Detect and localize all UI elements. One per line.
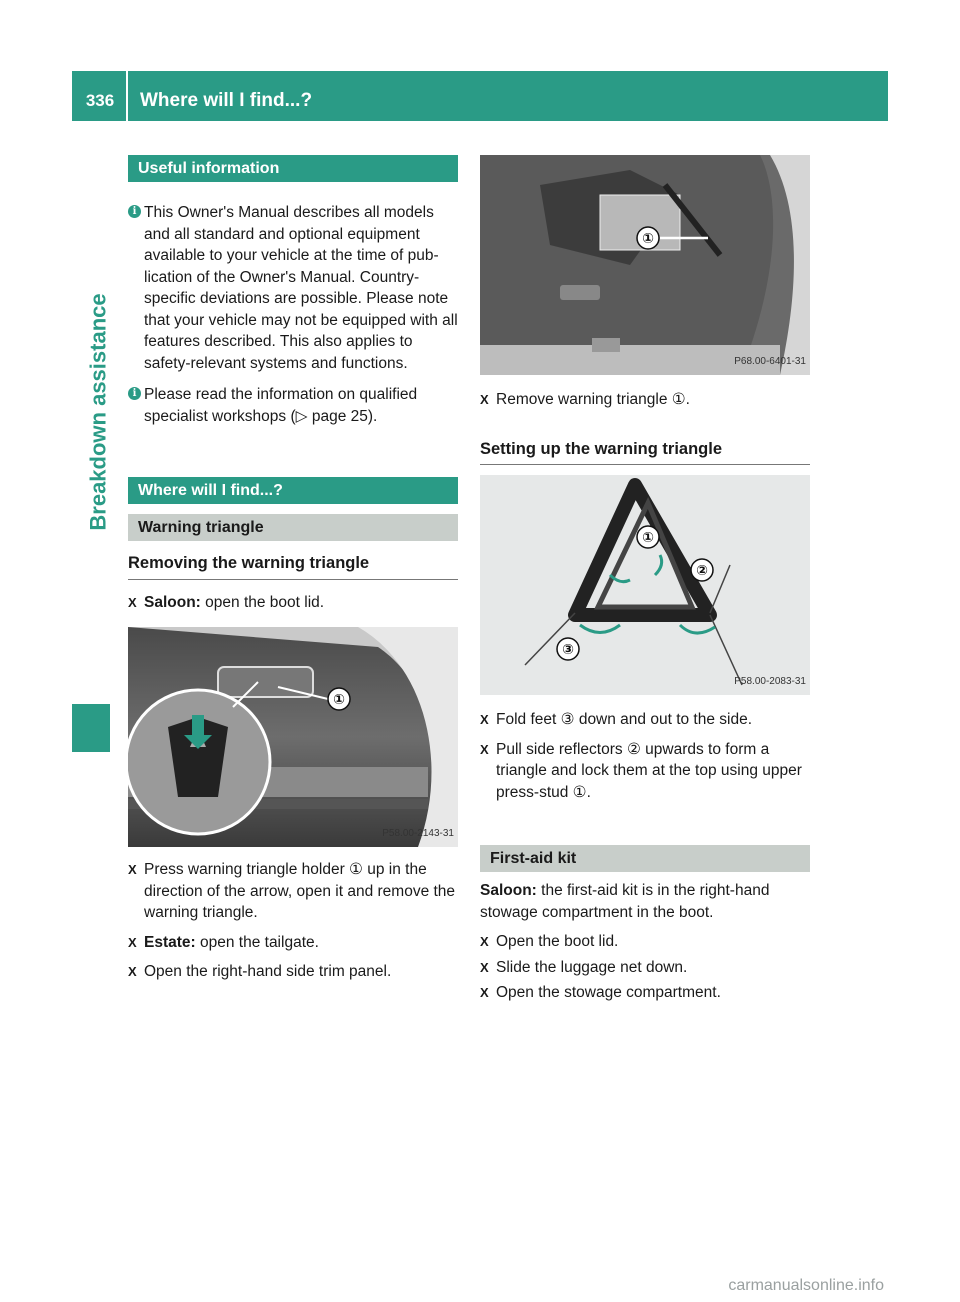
boot-lid-illustration — [128, 627, 458, 847]
step-arrow-icon: X — [480, 712, 489, 727]
step-arrow-icon: X — [480, 392, 489, 407]
setting-up-heading: Setting up the warning triangle — [480, 439, 810, 466]
figure-code: P58.00-2083-31 — [734, 675, 806, 687]
info-icon: i — [128, 387, 141, 400]
callout-2: ② — [696, 563, 708, 579]
step-item: X Pull side reflectors ② upwards to form a triangle and lock them at the top using upper press-stud ①. — [480, 740, 802, 801]
side-tab-marker — [72, 704, 110, 752]
step-item: X Press warning triangle holder ① up in the direction of the arrow, open it and remove the warning triangle. — [128, 861, 456, 921]
step-item: X Saloon: open the boot lid. — [128, 592, 458, 614]
first-aid-kit-heading: First-aid kit — [480, 845, 810, 872]
figure-code: P68.00-6401-31 — [734, 355, 806, 367]
watermark-link[interactable]: carmanualsonline.info — [728, 1277, 884, 1294]
warning-triangle-illustration — [480, 475, 810, 695]
step-arrow-icon: X — [128, 934, 137, 950]
callout-3: ③ — [562, 642, 574, 658]
warning-triangle-figure — [480, 475, 810, 695]
info-text: Please read the information on qualified specialist workshops (▷ page 25). — [144, 386, 418, 425]
callout-1: ① — [642, 530, 654, 546]
left-column — [128, 155, 458, 983]
boot-lid-figure — [128, 627, 458, 847]
estate-boot-illustration — [480, 155, 810, 375]
step-item: X Open the right-hand side trim panel. — [128, 961, 458, 983]
removing-heading: Removing the warning triangle — [128, 553, 458, 580]
step-arrow-icon: X — [480, 741, 489, 757]
estate-boot-figure — [480, 155, 810, 375]
right-column — [480, 155, 810, 1004]
step-arrow-icon: X — [480, 959, 489, 975]
step-arrow-icon: X — [128, 594, 137, 610]
side-tab-label: Breakdown assistance — [86, 293, 112, 531]
useful-information-heading: Useful information — [128, 155, 458, 182]
callout-1: ① — [333, 692, 345, 708]
warning-triangle-heading: Warning triangle — [128, 514, 458, 541]
step-item: X Fold feet ③ down and out to the side. — [480, 709, 810, 731]
info-text: This Owner's Manual describes all models and all standard and optional equipment available to your vehicle at the time of pub-lication of the Owner's Manual. Country-specific deviations are possible. Please note that your vehicle may not be equipped with all features described. This also applies to safety-relevant systems and functions. — [144, 204, 458, 372]
step-arrow-icon: X — [128, 862, 137, 877]
header-divider — [126, 71, 128, 121]
step-item: X Open the boot lid. — [480, 931, 810, 953]
page-number: 336 — [85, 91, 115, 110]
step-arrow-icon: X — [128, 964, 137, 979]
step-arrow-icon: X — [480, 934, 489, 949]
where-will-i-find-heading: Where will I find...? — [128, 477, 458, 504]
step-item: X Estate: open the tailgate. — [128, 932, 458, 954]
step-item: X Remove warning triangle ①. — [480, 389, 810, 411]
first-aid-paragraph: Saloon: the first-aid kit is in the right-hand stowage compartment in the boot. — [480, 882, 770, 921]
figure-code: P58.00-2143-31 — [382, 827, 454, 839]
step-item: X Open the stowage compartment. — [480, 982, 810, 1004]
page-title: Where will I find...? — [140, 90, 313, 111]
info-note — [128, 202, 458, 374]
side-tab — [74, 122, 124, 702]
info-icon: i — [128, 205, 141, 218]
info-note — [128, 384, 458, 427]
step-item: X Slide the luggage net down. — [480, 957, 810, 979]
step-arrow-icon: X — [480, 985, 489, 1000]
callout-1: ① — [642, 231, 654, 247]
